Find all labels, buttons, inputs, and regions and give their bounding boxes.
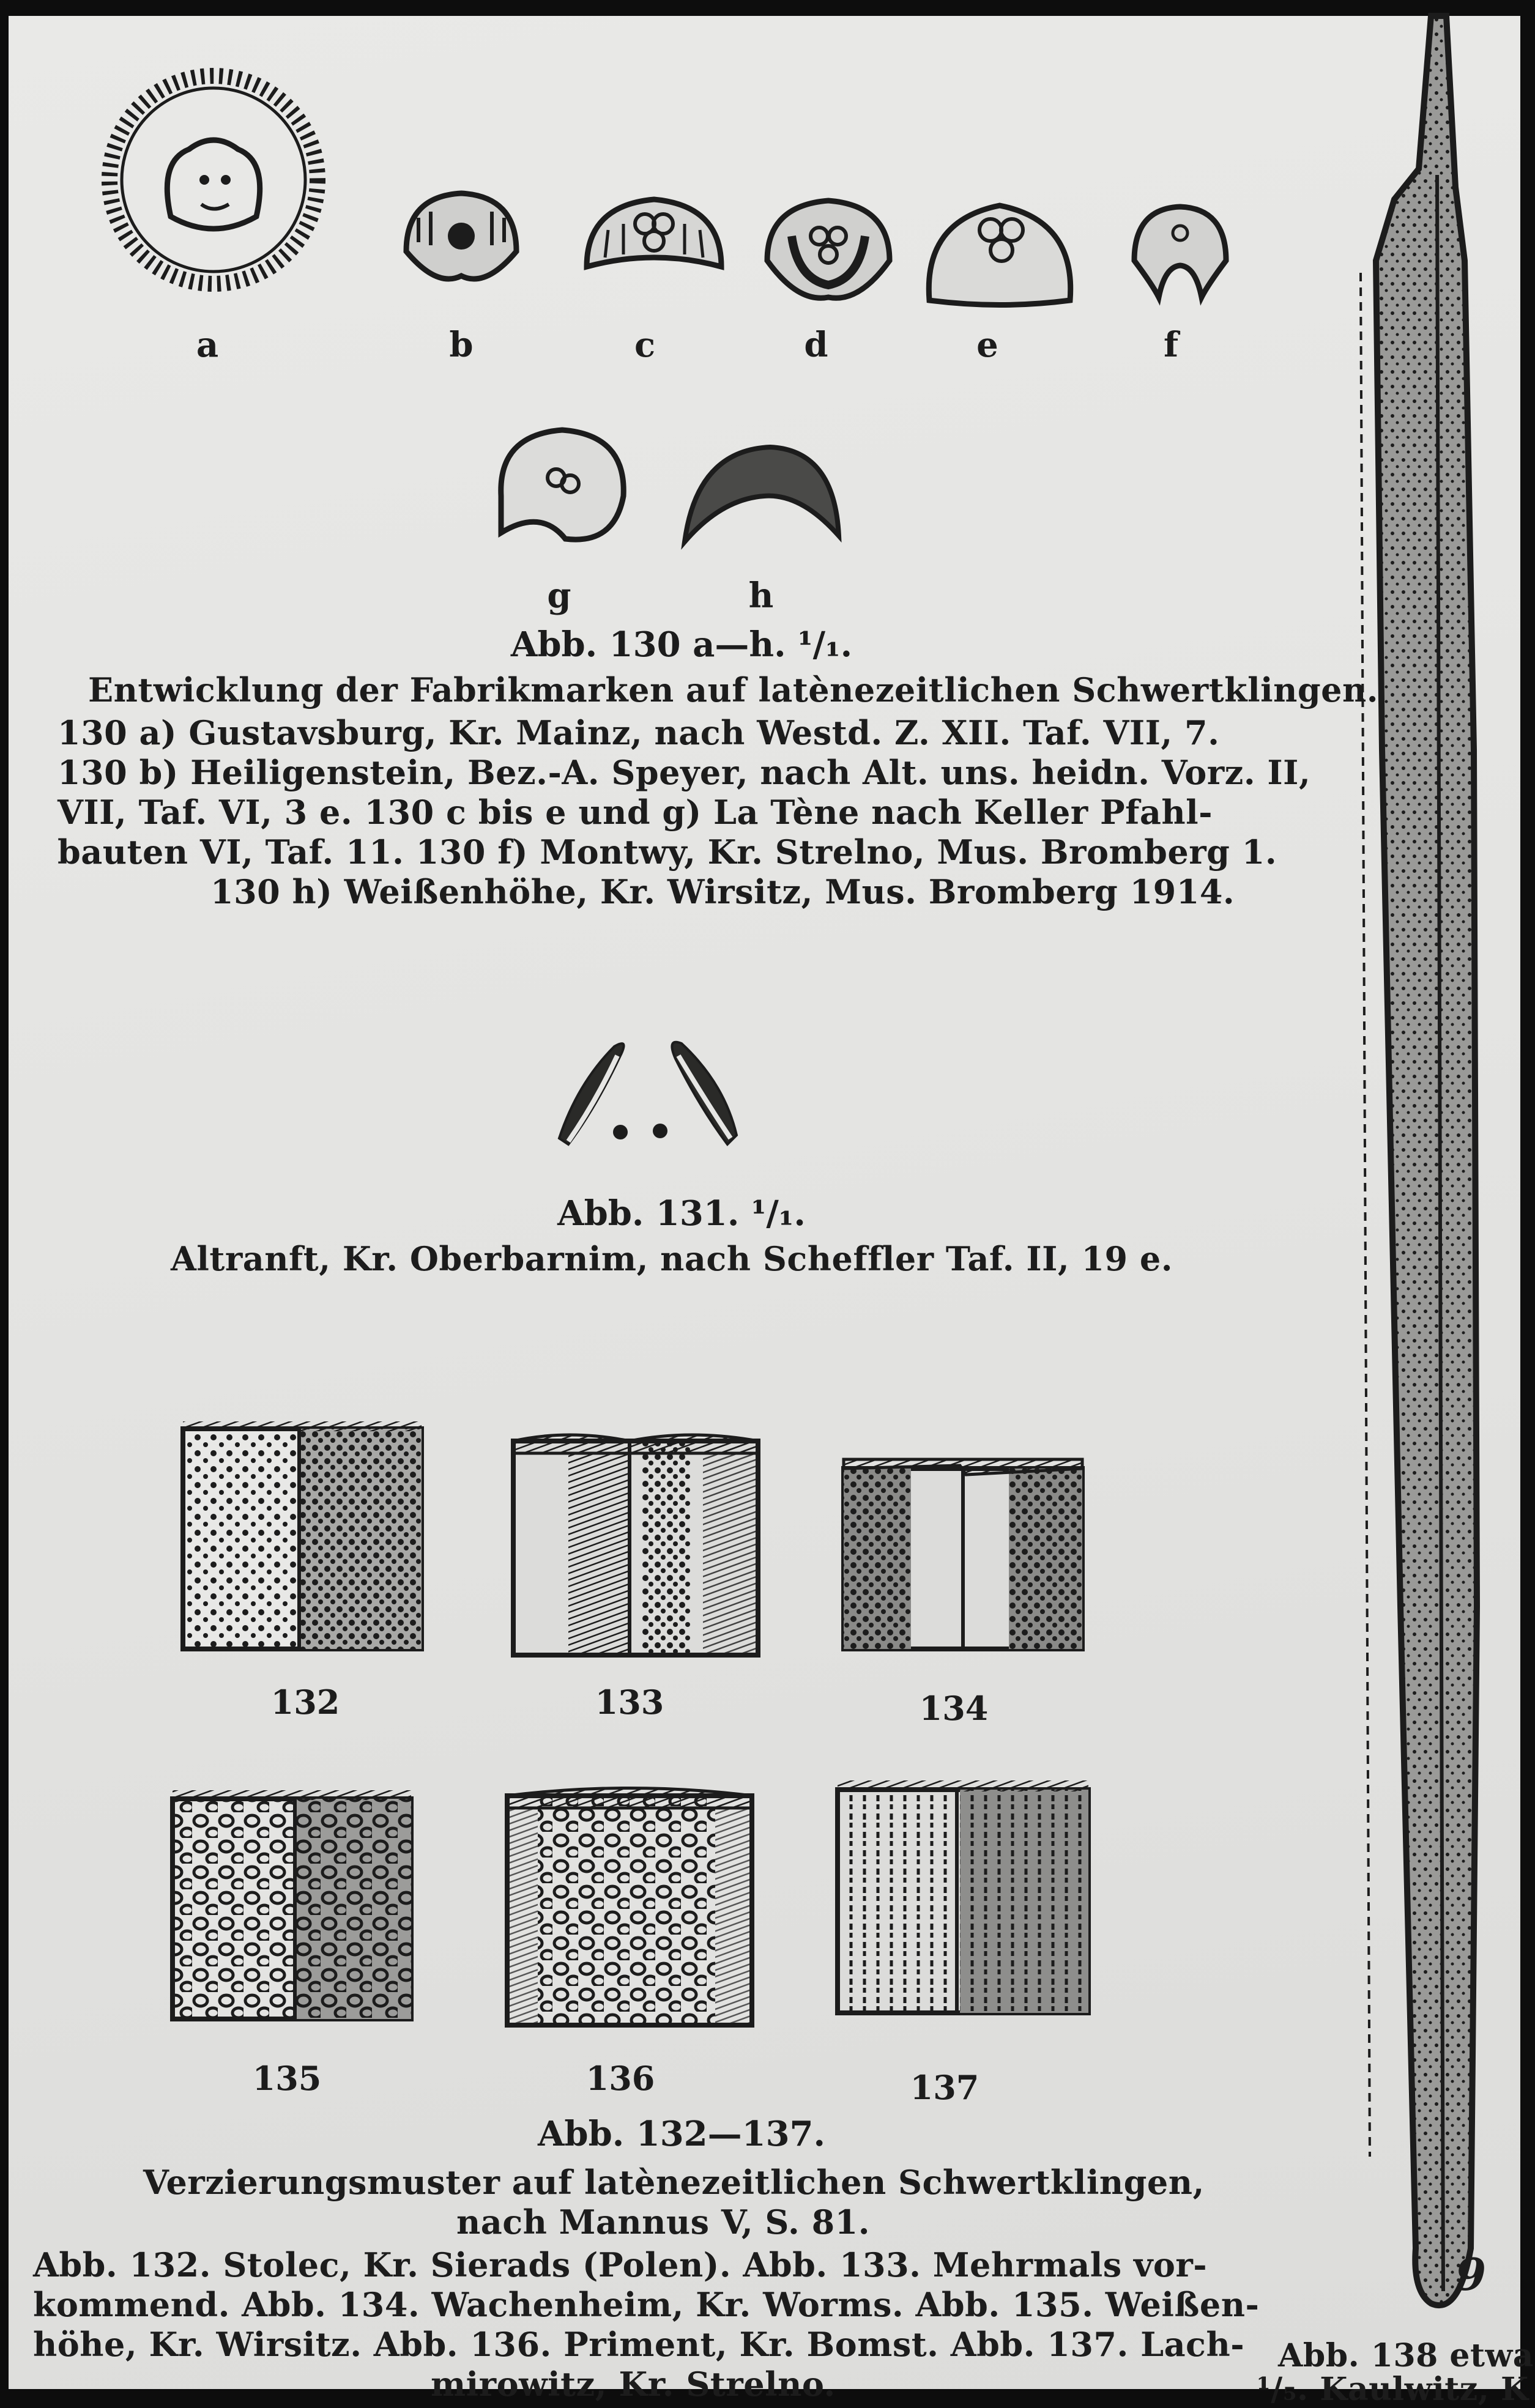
tile-label-135: 135 <box>252 2059 322 2098</box>
fig130-line-4: VII, Taf. VI, 3 e. 130 c bis e und g) La Tène nach Keller Pfahl- <box>58 793 1213 832</box>
fig130-line-3: 130 b) Heiligenstein, Bez.-A. Speyer, nach Alt. uns. heidn. Vorz. II, <box>58 753 1311 792</box>
stamp-mark-d <box>761 193 896 309</box>
pattern-tile-134 <box>838 1453 1088 1655</box>
fig132-137-subtitle-1: Verzierungsmuster auf latènezeitlichen Schwertklingen, <box>143 2163 1205 2202</box>
stamp-label-h: h <box>748 576 774 616</box>
fig130-line-1: Entwicklung der Fabrikmarken auf latènezeitlichen Schwertklingen. <box>88 670 1379 709</box>
pattern-tile-135 <box>166 1787 417 2025</box>
stamp-mark-c <box>581 193 727 297</box>
fig132-137-title: Abb. 132—137. <box>537 2114 826 2154</box>
figure-131-drawing <box>553 1028 749 1157</box>
pattern-tile-133 <box>507 1426 764 1664</box>
fig132-137-line-4: mirowitz, Kr. Strelno. <box>431 2365 836 2404</box>
fig131-title: Abb. 131. ¹/₁. <box>557 1193 806 1234</box>
corner-mark: 9 <box>1455 2248 1487 2300</box>
stamp-mark-h <box>678 438 844 554</box>
book-page <box>9 16 1534 2408</box>
stamp-mark-b <box>400 184 522 294</box>
pattern-tile-136 <box>501 1780 758 2031</box>
fig130-line-6: 130 h) Weißenhöhe, Kr. Wirsitz, Mus. Bromberg 1914. <box>210 872 1235 911</box>
tile-label-133: 133 <box>595 1683 664 1722</box>
tile-label-136: 136 <box>585 2059 655 2098</box>
tile-label-137: 137 <box>910 2068 979 2107</box>
fig138-line-1: Abb. 138 etwa <box>1278 2337 1534 2374</box>
tile-label-134: 134 <box>919 1689 989 1728</box>
stamp-mark-a <box>91 57 336 302</box>
stamp-label-c: c <box>634 325 656 365</box>
fig132-137-line-2: kommend. Abb. 134. Wachenheim, Kr. Worms. Abb. 135. Weißen- <box>33 2285 1260 2324</box>
fig130-line-2: 130 a) Gustavsburg, Kr. Mainz, nach Westd. Z. XII. Taf. VII, 7. <box>58 713 1220 752</box>
stamp-mark-e <box>923 196 1076 319</box>
stamp-mark-f <box>1128 199 1232 303</box>
fig132-137-subtitle-2: nach Mannus V, S. 81. <box>456 2202 871 2242</box>
stamp-mark-g <box>492 423 633 551</box>
stamp-label-f: f <box>1163 325 1179 365</box>
fig132-137-line-3: höhe, Kr. Wirsitz. Abb. 136. Priment, Kr. Bomst. Abb. 137. Lach- <box>33 2325 1245 2364</box>
pattern-tile-132 <box>177 1417 428 1655</box>
pattern-tile-137 <box>831 1774 1095 2019</box>
fig130-line-5: bauten VI, Taf. 11. 130 f) Montwy, Kr. Strelno, Mus. Bromberg 1. <box>58 832 1277 872</box>
fig130-title: Abb. 130 a—h. ¹/₁. <box>510 624 853 665</box>
fig132-137-line-1: Abb. 132. Stolec, Kr. Sierads (Polen). Abb. 133. Mehrmals vor- <box>33 2245 1208 2284</box>
fig131-line: Altranft, Kr. Oberbarnim, nach Scheffler Taf. II, 19 e. <box>171 1239 1173 1278</box>
stamp-label-a: a <box>196 325 219 365</box>
stamp-label-e: e <box>976 325 998 365</box>
fig138-line-2: ¹/₅. Kaulwitz, K <box>1257 2371 1529 2408</box>
stamp-label-b: b <box>449 325 474 365</box>
stamp-label-g: g <box>547 576 571 616</box>
tile-label-132: 132 <box>270 1683 340 1722</box>
sword-blade-drawing <box>1345 16 1498 2328</box>
stamp-label-d: d <box>804 325 828 365</box>
